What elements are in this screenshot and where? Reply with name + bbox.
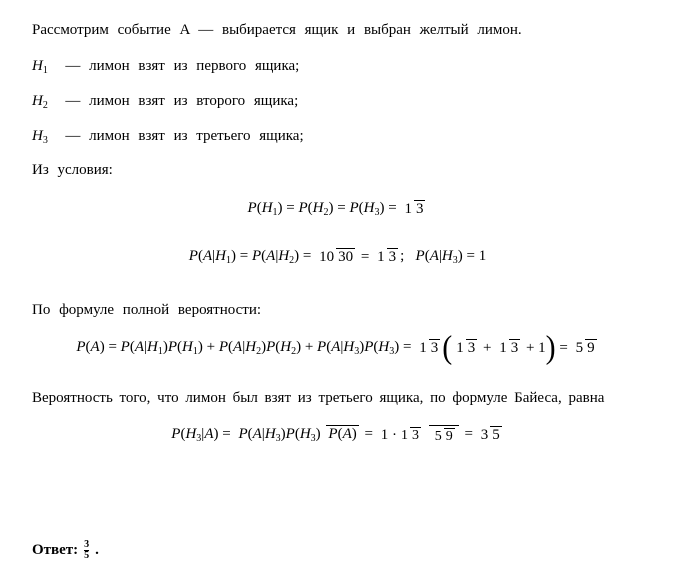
condition-label: Из условия: <box>32 162 113 178</box>
h3-line: $H_3$ — лимон взят из третьего ящика; <box>32 128 304 146</box>
total-prob-label: По формуле полной вероятности: <box>32 302 262 318</box>
h2-line: $H_2$ — лимон взят из второго ящика; <box>32 93 299 111</box>
bayes-label: Вероятность того, что лимон был взят из третьего ящика, по формуле Байеса, равна <box>32 390 605 406</box>
answer-label: Ответ: <box>32 542 79 558</box>
equation-conditionals: $P(A|H_1) = P(A|H_2)$ = 10 30 = 1 3 ; $P(A|H_3) = 1$ <box>188 248 487 266</box>
equation-bayes: $P(H_3|A)$ = $P(A|H_3)P(H_3)$ P(A) = 1 · 1 3 5 9 = 3 5 <box>171 425 500 445</box>
intro-text: Рассмотрим событие A — выбирается ящик и выбран желтый лимон. <box>32 22 522 38</box>
equation-total-probability: $P(A) = P(A|H_1)P(H_1) + P(A|H_2)P(H_2) + P(A|H_3)P(H_3)$ = 1 3 ( 1 3 + 1 3 + 1 ) = 5 9 <box>76 329 595 366</box>
h1-line: $H_1$ — лимон взят из первого ящика; <box>32 58 300 76</box>
answer: Ответ: $\frac{3}{5}$ . <box>32 539 99 561</box>
equation-priors: $P(H_1) = P(H_2) = P(H_3)$ = 1 3 <box>247 200 424 218</box>
answer-fraction: $\frac{3}{5}$ <box>84 539 90 561</box>
